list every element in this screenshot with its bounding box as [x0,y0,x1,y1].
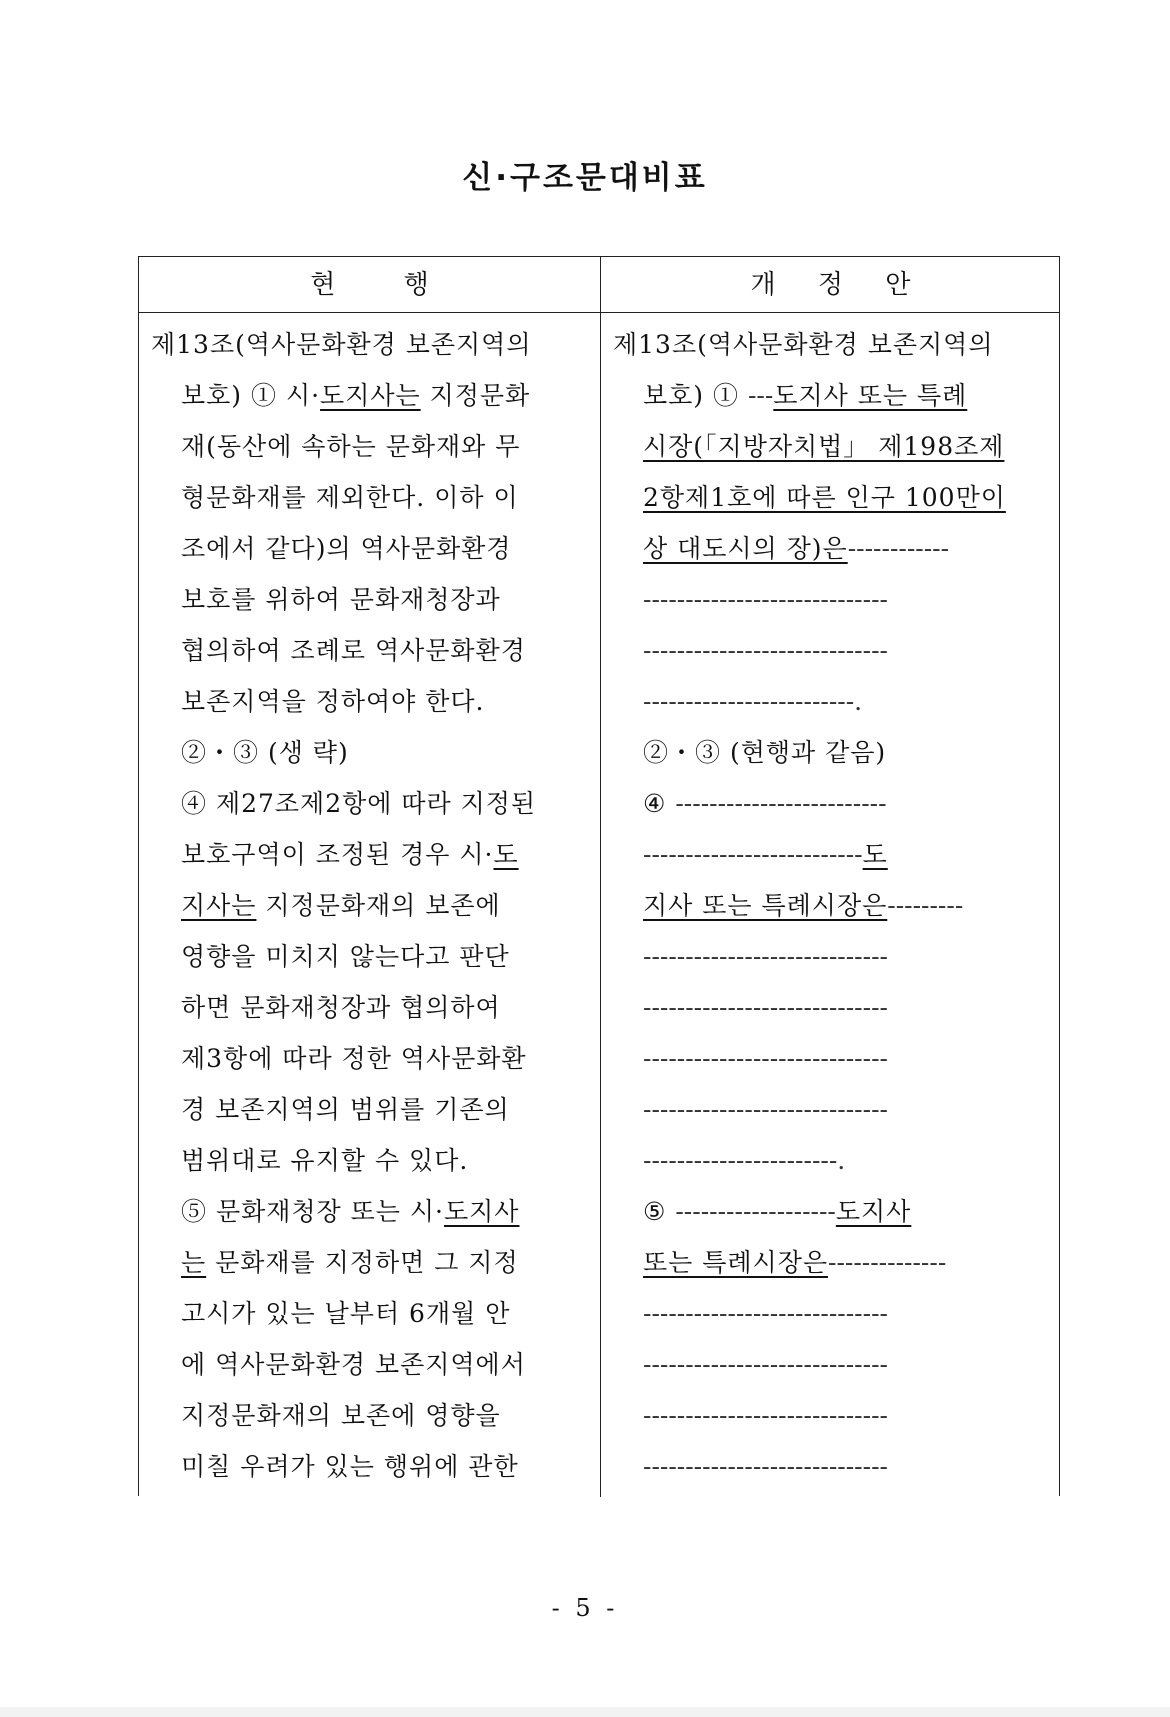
amended-text: 지사 또는 특례시장은 [643,891,888,920]
unchanged-placeholder: -------------- [828,1248,947,1277]
column-divider [600,257,601,1497]
unchanged-placeholder: --- [747,381,774,410]
current-text-line [151,880,596,931]
text-segment: 보호) ① [643,381,748,410]
proposed-text-line [613,982,1053,1033]
header-current: 현 행 [310,270,429,300]
current-text-line [151,523,596,574]
current-text-line [151,982,596,1033]
amended-text: 지사는 [181,891,257,920]
proposed-text-line [613,880,1053,931]
proposed-text-line [613,778,1053,829]
proposed-text-line [613,1441,1053,1492]
unchanged-placeholder: ----------------------------- [643,636,888,665]
text-segment: 지정문화재의 보존에 영향을 [181,1401,501,1430]
text-segment: 협의하여 조례로 역사문화환경 [181,636,526,665]
unchanged-placeholder: ------------ [847,534,950,563]
text-segment: 조에서 같다)의 역사문화환경 [181,534,512,563]
unchanged-placeholder: ----------------------------- [643,942,888,971]
proposed-text-line [613,319,1053,370]
document-title: 신·구조문대비표 [462,160,708,196]
current-text-line [151,370,596,421]
current-text-line [151,1237,596,1288]
proposed-text-line [613,472,1053,523]
current-text-line [151,1390,596,1441]
unchanged-placeholder: ----------------------------- [643,1299,888,1328]
unchanged-placeholder: --------- [887,891,964,920]
text-segment: ⑤ [643,1197,676,1226]
proposed-text-line [613,829,1053,880]
current-text-line [151,931,596,982]
amended-text: 도지사 [444,1197,520,1226]
proposed-text-line [613,421,1053,472]
amended-text: 도 [862,840,888,869]
amended-text: 도지사 [835,1197,912,1226]
proposed-text-line [613,676,1053,727]
unchanged-placeholder: -------------------------- [643,840,863,869]
current-text-column [151,319,596,1492]
unchanged-placeholder: ----------------------------- [643,1452,888,1481]
text-segment: 하면 문화재청장과 협의하여 [181,993,501,1022]
text-segment: 미칠 우려가 있는 행위에 관한 [181,1452,519,1481]
unchanged-placeholder: ----------------------------- [643,1401,888,1430]
text-segment: 보호) ① 시· [181,381,321,410]
unchanged-placeholder: ----------------------------- [643,1044,888,1073]
proposed-text-line [613,370,1053,421]
current-text-line [151,472,596,523]
comparison-table [138,256,1060,1496]
proposed-text-line [613,1237,1053,1288]
text-segment: 보호구역이 조정된 경우 시· [181,840,494,869]
unchanged-placeholder: -------------------------. [643,687,863,716]
proposed-text-line [613,523,1053,574]
text-segment: 고시가 있는 날부터 6개월 안 [181,1299,511,1328]
current-text-line [151,1288,596,1339]
current-text-line [151,319,596,370]
current-text-line [151,421,596,472]
current-text-line [151,727,596,778]
amended-text: 도지사는 [320,381,421,410]
unchanged-placeholder: -----------------------. [643,1146,846,1175]
unchanged-placeholder: ----------------------------- [643,993,888,1022]
amended-text: 도지사 또는 특례 [773,381,968,410]
amended-text: 또는 특례시장은 [643,1248,828,1277]
proposed-text-line [613,1186,1053,1237]
proposed-text-line [613,1084,1053,1135]
text-segment: 제3항에 따라 정한 역사문화환 [181,1044,527,1073]
amended-text: 2항제1호에 따른 인구 100만이 [643,483,1006,512]
current-text-line [151,829,596,880]
text-segment: 제13조(역사문화환경 보존지역의 [613,330,994,359]
current-text-line [151,1441,596,1492]
proposed-text-line [613,727,1053,778]
text-segment: 경 보존지역의 범위를 기존의 [181,1095,510,1124]
text-segment: 지정문화 [420,381,531,410]
text-segment: 범위대로 유지할 수 있다. [181,1146,469,1175]
current-text-line [151,778,596,829]
current-text-line [151,574,596,625]
text-segment: 문화재를 지정하면 그 지정 [206,1248,519,1277]
text-segment: 에 역사문화환경 보존지역에서 [181,1350,526,1379]
current-text-line [151,625,596,676]
text-segment: 재(동산에 속하는 문화재와 무 [181,432,521,461]
proposed-text-line [613,931,1053,982]
proposed-text-line [613,574,1053,625]
text-segment: 형문화재를 제외한다. 이하 이 [181,483,519,512]
text-segment: 보호를 위하여 문화재청장과 [181,585,501,614]
bottom-edge [0,1707,1170,1717]
page-number: - 5 - [551,1594,619,1622]
text-segment: 보존지역을 정하여야 한다. [181,687,485,716]
text-segment: ⑤ 문화재청장 또는 시· [181,1197,444,1226]
unchanged-placeholder: ------------------------- [675,789,887,818]
current-text-line [151,1084,596,1135]
proposed-text-line [613,1390,1053,1441]
amended-text: 시장(「지방자치법」 제198조제 [643,432,1005,461]
text-segment: ②・③ (생 략) [181,738,349,767]
text-segment: ②・③ (현행과 같음) [643,738,887,767]
current-text-line [151,1033,596,1084]
proposed-text-line [613,625,1053,676]
amended-text: 는 [181,1248,207,1277]
text-segment: 지정문화재의 보존에 [256,891,501,920]
proposed-text-line [613,1033,1053,1084]
amended-text: 상 대도시의 장)은 [643,534,848,563]
unchanged-placeholder: ----------------------------- [643,585,888,614]
amended-text: 도 [493,840,519,869]
proposed-text-line [613,1288,1053,1339]
current-text-line [151,1135,596,1186]
proposed-text-line [613,1135,1053,1186]
table-header-row [139,257,1059,313]
text-segment: ④ 제27조제2항에 따라 지정된 [181,789,537,818]
current-text-line [151,1186,596,1237]
unchanged-placeholder: ------------------- [675,1197,836,1226]
current-text-line [151,1339,596,1390]
text-segment: 제13조(역사문화환경 보존지역의 [151,330,532,359]
text-segment: 영향을 미치지 않는다고 판단 [181,942,510,971]
unchanged-placeholder: ----------------------------- [643,1350,888,1379]
proposed-text-line [613,1339,1053,1390]
proposed-text-column [613,319,1053,1492]
unchanged-placeholder: ----------------------------- [643,1095,888,1124]
current-text-line [151,676,596,727]
text-segment: ④ [643,789,676,818]
header-proposed: 개 정 안 [750,270,911,300]
